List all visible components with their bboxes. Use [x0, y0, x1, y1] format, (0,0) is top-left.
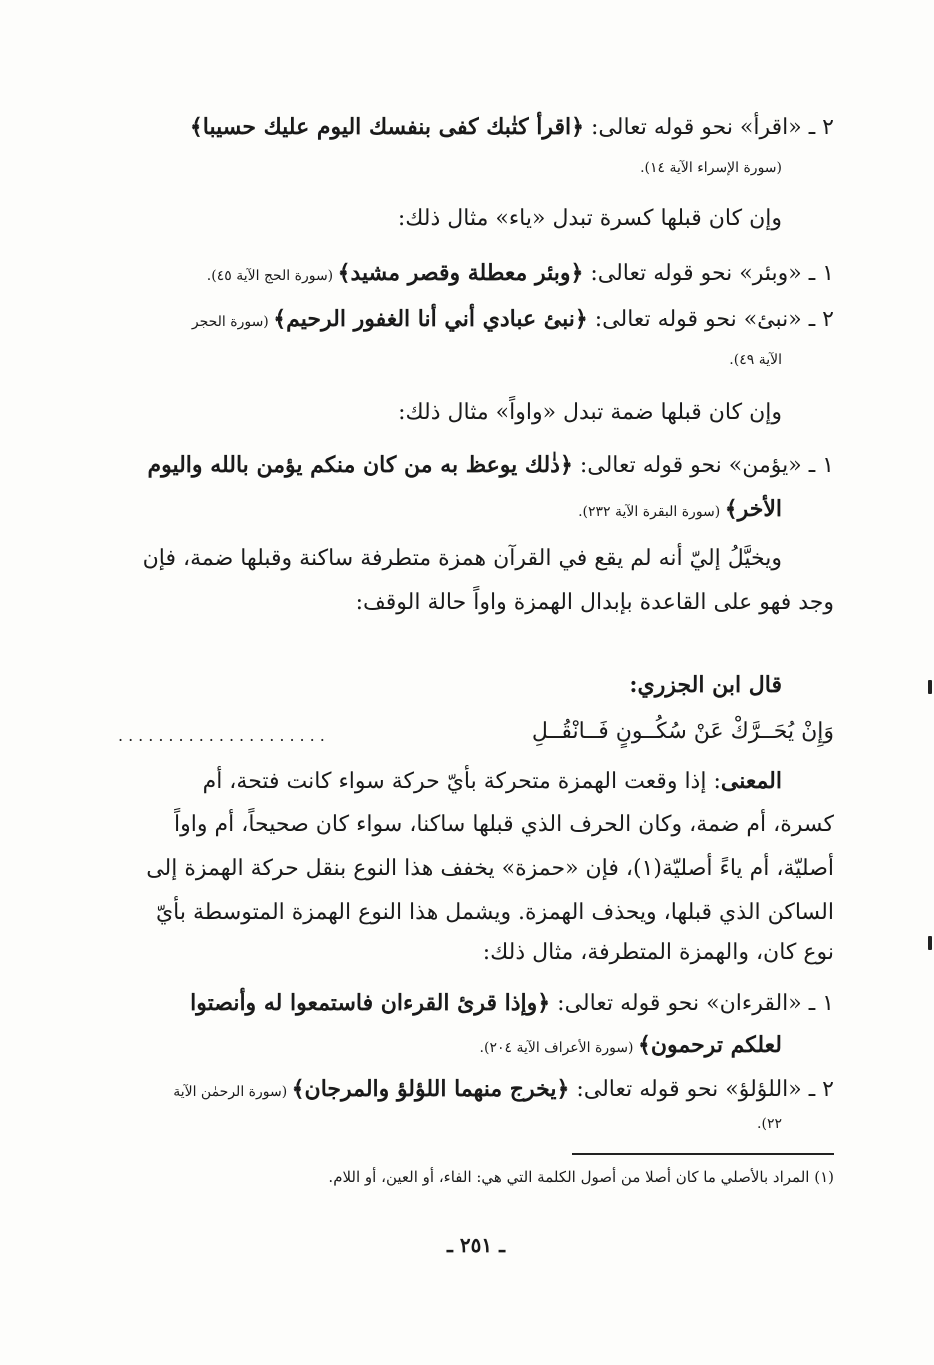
- citation: (سورة الحج الآية ٤٥).: [206, 268, 338, 284]
- rule-damma: وإن كان قبلها ضمة تبدل «واواً» مثال ذلك:: [398, 400, 782, 425]
- example-lead: ١ ـ «وبئر» نحو قوله تعالى:: [583, 261, 834, 286]
- verse-ellipsis: .....................: [118, 726, 330, 745]
- poem-verse: وَإِنْ يُحَــرَّكْ عَنْ سُكُــونٍ فَــانْقُــلِ: [531, 719, 834, 744]
- example-lead: ٢ ـ «نبئ» نحو قوله تعالى:: [587, 307, 834, 332]
- quran-verse: ﴿نبئ عبادي أني أنا الغفور الرحيم﴾: [273, 306, 588, 332]
- meaning-text: : إذا وقعت الهمزة متحركة بأيّ حركة سواء كانت فتحة، أم: [202, 769, 721, 794]
- example-line-nabbi: [118, 296, 834, 345]
- quran-verse: ﴿يخرج منهما اللؤلؤ والمرجان﴾: [291, 1076, 570, 1102]
- example-lead: ٢ ـ «اللؤلؤ» نحو قوله تعالى:: [569, 1077, 834, 1102]
- meaning-line5: نوع كان، والهمزة المتطرفة، مثال ذلك:: [482, 940, 834, 965]
- citation: (سورة الإسراء الآية ١٤).: [640, 160, 782, 176]
- example-line-lulu: [118, 1066, 834, 1115]
- example-lead: ٢ ـ «اقرأ» نحو قوله تعالى:: [584, 115, 834, 140]
- citation: (سورة الرحمٰن الآية: [173, 1084, 292, 1100]
- example-line-iqra: [118, 104, 834, 151]
- example-line-yumin: [118, 442, 834, 489]
- section-heading: قال ابن الجزري:: [629, 672, 782, 698]
- citation: (سورة الحجر: [191, 314, 274, 330]
- scan-mark: [928, 936, 932, 950]
- footnote: (١) المراد بالأصلي ما كان أصلا من أصول الكلمة التي هي: الفاء، أو العين، أو اللام.: [328, 1168, 834, 1186]
- book-page: [118, 0, 834, 1365]
- example-lead: ١ ـ «يؤمن» نحو قوله تعالى:: [572, 453, 834, 478]
- citation: (سورة الأعراف الآية ٢٠٤).: [479, 1040, 638, 1056]
- page-number: ـ ٢٥١ ـ: [447, 1233, 505, 1257]
- rule-kasra: وإن كان قبلها كسرة تبدل «ياء» مثال ذلك:: [397, 206, 782, 231]
- meaning-line2: كسرة، أم ضمة، وكان الحرف الذي قبلها ساكنا، سواء كان صحيحاً، أم واواً: [174, 812, 834, 837]
- footnote-divider: [572, 1153, 834, 1155]
- example-line-quran-cont: [118, 1022, 834, 1071]
- quran-verse: الأخر﴾: [724, 496, 782, 522]
- quran-verse: لعلكم ترحمون﴾: [637, 1032, 782, 1058]
- citation: الآية ٤٩).: [729, 352, 782, 368]
- example-lead: ١ ـ «القرءان» نحو قوله تعالى:: [550, 991, 834, 1016]
- scan-mark: [928, 680, 932, 694]
- quran-verse: ﴿اقرأ كتٰبك كفى بنفسك اليوم عليك حسيبا﴾: [189, 114, 584, 140]
- citation: ٢٢).: [757, 1116, 782, 1132]
- meaning-label: المعنى: [720, 768, 782, 794]
- quran-verse: ﴿وإذا قرئ القرءان فاستمعوا له وأنصتوا: [190, 990, 551, 1016]
- meaning-line3: أصليّة، أم ياءً أصليّة(١)، فإن «حمزة» يخفف هذا النوع بنقل حركة الهمزة إلى: [146, 856, 834, 881]
- example-line-yumin-cont: [118, 486, 834, 535]
- example-line-quran: [118, 980, 834, 1027]
- example-line-bir: [118, 250, 834, 299]
- meaning-line4: الساكن الذي قبلها، ويحذف الهمزة. ويشمل هذا النوع الهمزة المتوسطة بأيّ: [155, 900, 834, 925]
- paragraph-note-line2: وجد فهو على القاعدة بإبدال الهمزة واواً حالة الوقف:: [355, 590, 834, 615]
- quran-verse: ﴿وبئر معطلة وقصر مشيد﴾: [337, 260, 584, 286]
- citation: (سورة البقرة الآية ٢٣٢).: [578, 504, 725, 520]
- paragraph-note-line1: ويخيَّلُ إليّ أنه لم يقع في القرآن همزة متطرفة ساكنة وقبلها ضمة، فإن: [142, 546, 782, 571]
- quran-verse: ﴿ذٰلك يوعظ به من كان منكم يؤمن بالله واليوم: [147, 452, 573, 478]
- meaning-line1: [118, 758, 834, 805]
